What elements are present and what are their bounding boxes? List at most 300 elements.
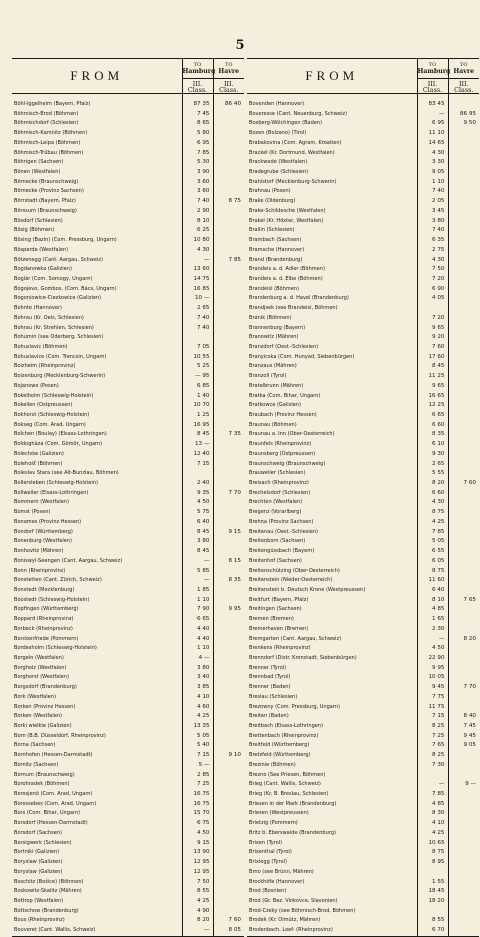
station-name: Bohrau (Kr. Oels, Schlesien) [14, 314, 84, 321]
table-row [12, 285, 244, 295]
station-name: Brauweiler (Schlesien) [249, 470, 306, 477]
station-name: Bohumin (see Oderberg, Schlesien) [14, 334, 104, 341]
station-name: Brake (Oldenburg) [249, 198, 296, 205]
havre-fare [448, 178, 479, 188]
station-name: Bollweiler (Elsass-Lothringen) [14, 489, 89, 496]
havre-fare: 8 05 [213, 926, 244, 936]
havre-fare [213, 304, 244, 314]
havre-fare [448, 615, 479, 625]
station-name: Breitenstein (Nieder-Oesterreich) [249, 577, 333, 584]
table-row [12, 586, 244, 596]
havre-fare [213, 537, 244, 547]
havre-fare [448, 868, 479, 878]
havre-fare [213, 771, 244, 781]
table-row [247, 761, 479, 771]
table-row [247, 664, 479, 674]
table-row [12, 722, 244, 732]
hamburg-fare: — [417, 110, 448, 120]
station-name: Börnecke (Braunschweig) [14, 178, 79, 185]
havre-fare: 7 45 [448, 722, 479, 732]
hamburg-fare: 4 85 [417, 605, 448, 615]
hamburg-fare: 15 70 [182, 809, 213, 819]
havre-fare [213, 110, 244, 120]
hamburg-fare: 5 30 [182, 158, 213, 168]
station-name: Bremgarten (Cant. Aargau, Schweiz) [249, 635, 342, 642]
hamburg-fare: 11 75 [417, 703, 448, 713]
station-name: Bortniki (Galizien) [14, 849, 60, 856]
station-name: Breisach (Rheinprovinz) [249, 480, 309, 487]
havre-fare [213, 168, 244, 178]
table-row [12, 343, 244, 353]
hamburg-fare: 4 60 [182, 703, 213, 713]
havre-fare [448, 265, 479, 275]
table-row [247, 557, 479, 567]
havre-fare [448, 498, 479, 508]
havre-fare [448, 916, 479, 926]
table-row [247, 440, 479, 450]
havre-header [448, 59, 479, 94]
station-name: Branzaus (Mähren) [249, 363, 297, 370]
hamburg-fare [417, 771, 448, 781]
table-row [12, 528, 244, 538]
hamburg-fare [417, 868, 448, 878]
table-row [247, 382, 479, 392]
havre-fare [213, 780, 244, 790]
hamburg-fare: 4 40 [182, 625, 213, 635]
station-name: Bogdanowka (Galizien) [14, 266, 72, 273]
havre-fare [448, 158, 479, 168]
havre-fare [213, 586, 244, 596]
table-row [12, 265, 244, 275]
havre-fare [213, 790, 244, 800]
table-row [247, 547, 479, 557]
havre-fare [213, 809, 244, 819]
hamburg-fare [417, 304, 448, 314]
station-name: Bokhorst (Schleswig-Holstein) [14, 412, 90, 418]
table-row [247, 197, 479, 207]
table-row [247, 528, 479, 538]
hamburg-fare: 16 95 [182, 421, 213, 431]
havre-fare: 8 40 [448, 712, 479, 722]
havre-fare: 7 60 [448, 479, 479, 489]
station-name: Boskowitz-Skalitz (Mähren) [14, 888, 82, 895]
table-row [12, 829, 244, 839]
table-row [12, 907, 244, 917]
havre-fare: 7 65 [448, 596, 479, 606]
station-name: Branowitz (Mähren) [249, 334, 299, 341]
station-name: Borki wielkie (Galizien) [14, 723, 72, 729]
fare-table-right [247, 58, 479, 937]
table-row [12, 362, 244, 372]
hamburg-fare: 9 30 [417, 450, 448, 460]
hamburg-fare: 83 45 [417, 100, 448, 110]
table-row [12, 761, 244, 771]
havre-fare [448, 440, 479, 450]
table-row [12, 450, 244, 460]
table-row [12, 158, 244, 168]
table-row [247, 168, 479, 178]
table-row [12, 732, 244, 742]
table-row [247, 771, 479, 781]
station-name: Borsdorf (Hessen-Darmstadt) [14, 820, 88, 827]
station-name: Bötzenegg (Cant. Aargau, Schweiz) [14, 256, 103, 263]
table-row [12, 168, 244, 178]
station-name: Borbeck (Rheinprovinz) [14, 625, 73, 632]
hamburg-fare: 1 65 [417, 615, 448, 625]
station-name: Börssum (Braunschweig) [14, 207, 77, 214]
table-row [12, 897, 244, 907]
havre-fare [213, 741, 244, 751]
havre-fare [213, 664, 244, 674]
hamburg-fare: 9 20 [417, 333, 448, 343]
havre-fare [213, 207, 244, 217]
hamburg-fare: 4 — [182, 654, 213, 664]
hamburg-fare: 8 45 [182, 547, 213, 557]
station-name: Boldoghàza (Com. Gömör, Ungarn) [14, 441, 103, 448]
station-name: Böhmisch-Trübau (Böhmen) [14, 149, 84, 156]
table-row [247, 751, 479, 761]
station-name: Bohuslavice (Com. Trencsin, Ungarn) [14, 353, 107, 360]
havre-fare [448, 401, 479, 411]
hamburg-fare: 16 65 [417, 392, 448, 402]
table-row [12, 246, 244, 256]
station-name: Borsigwerk (Schlesien) [14, 839, 72, 846]
table-row [247, 469, 479, 479]
hamburg-fare: 10 55 [182, 353, 213, 363]
hamburg-fare: 3 80 [182, 664, 213, 674]
havre-fare [448, 664, 479, 674]
station-name: Breitenau (Oest.-Schlesien) [249, 528, 318, 535]
station-name: Borsdorf (Sachsen) [14, 829, 63, 836]
table-row [247, 848, 479, 858]
hamburg-fare: 8 45 [182, 528, 213, 538]
hamburg-fare: 7 15 [417, 712, 448, 722]
hamburg-fare: 6 40 [417, 586, 448, 596]
station-name: Brandeis a. d. Adler (Böhmen) [249, 266, 325, 273]
table-row [12, 848, 244, 858]
havre-fare [448, 275, 479, 285]
havre-fare [213, 644, 244, 654]
hamburg-fare: — [182, 256, 213, 266]
station-name: Bösing (Bazin) (Com. Pressburg, Ungarn) [14, 237, 117, 244]
table-row [12, 178, 244, 188]
havre-fare [213, 673, 244, 683]
table-row [12, 392, 244, 402]
havre-fare [448, 411, 479, 421]
havre-fare [448, 567, 479, 577]
table-row [12, 703, 244, 713]
station-name: Boizenburg (Mecklenburg-Schwerin) [14, 373, 106, 380]
hamburg-fare: 6 25 [182, 226, 213, 236]
havre-fare [213, 421, 244, 431]
station-name: Breitenstein b. Deutsch Krone (Westpreussen) [249, 586, 366, 593]
station-name: Bolehošť (Böhmen) [14, 460, 63, 467]
table-row [12, 129, 244, 139]
station-name: Brechten (Westfalen) [249, 499, 303, 506]
hamburg-fare: 7 75 [417, 693, 448, 703]
table-row [247, 119, 479, 129]
table-row [247, 100, 479, 110]
havre-fare [448, 537, 479, 547]
to-label: TO [460, 62, 468, 68]
havre-fare [213, 518, 244, 528]
station-name: Borossebes (Com. Arad, Ungarn) [14, 800, 97, 807]
table-row [12, 878, 244, 888]
hamburg-fare: 4 30 [417, 256, 448, 266]
havre-fare [448, 246, 479, 256]
table-row [247, 411, 479, 421]
havre-fare [213, 897, 244, 907]
table-row [247, 129, 479, 139]
hamburg-fare: 8 55 [182, 887, 213, 897]
station-name: Borgsdorf (Brandenburg) [14, 684, 77, 691]
station-name: Bratka (Com. Bihar, Ungarn) [249, 392, 321, 399]
table-row [247, 246, 479, 256]
havre-fare: 9 05 [448, 741, 479, 751]
hamburg-fare: 17 60 [417, 353, 448, 363]
havre-fare [448, 460, 479, 470]
station-name: Brettenbach (Rheinprovinz) [249, 732, 319, 739]
table-row [247, 537, 479, 547]
hamburg-fare: 10 65 [417, 839, 448, 849]
station-name: Brackwede (Westfalen) [249, 159, 308, 166]
havre-fare [448, 644, 479, 654]
station-name: Brahnau (Posen) [249, 188, 291, 195]
hamburg-fare: 7 05 [182, 343, 213, 353]
hamburg-fare: 5 75 [182, 508, 213, 518]
hamburg-fare: 3 80 [182, 537, 213, 547]
havre-fare [448, 324, 479, 334]
station-name: Bous (Rheinprovinz) [14, 917, 65, 924]
hamburg-fare: 3 60 [182, 187, 213, 197]
havre-fare [213, 217, 244, 227]
table-row [247, 596, 479, 606]
table-row [12, 800, 244, 810]
station-name: Brackel (Kr. Dortmund, Westfalen) [249, 149, 335, 156]
table-row [12, 411, 244, 421]
station-name: Briesen (Westpreussen) [249, 810, 309, 817]
station-name: Bors (Com. Bihar, Ungarn) [14, 810, 81, 817]
hamburg-fare: 5 — [182, 761, 213, 771]
station-name: Börnecke (Provinz Sachsen) [14, 188, 84, 195]
station-name: Bohuslavic (Böhmen) [14, 343, 68, 350]
table-row [247, 489, 479, 499]
station-name: Boizheim (Rheinprovinz) [14, 363, 76, 370]
havre-fare [448, 392, 479, 402]
hamburg-fare: 7 90 [182, 605, 213, 615]
hamburg-fare: 5 05 [417, 537, 448, 547]
station-name: Braunau a. Inn (Ober-Oesterreich) [249, 431, 335, 438]
hamburg-fare: 8 25 [417, 722, 448, 732]
hamburg-fare: 2 40 [182, 479, 213, 489]
station-name: Börrstadt (Bayern, Pfalz) [14, 198, 76, 205]
table-row [247, 421, 479, 431]
havre-fare [213, 567, 244, 577]
station-name: Branzdorf (Oest.-Schlesien) [249, 343, 319, 350]
hamburg-fare: 7 40 [182, 197, 213, 207]
havre-fare [448, 586, 479, 596]
hamburg-fare: 4 40 [182, 635, 213, 645]
hamburg-fare: 3 30 [417, 158, 448, 168]
station-name: Borohradek (Böhmen) [14, 781, 70, 788]
station-name: Bottrop (Westfalen) [14, 897, 64, 904]
station-name: Borghorst (Westfalen) [14, 674, 70, 681]
hamburg-fare: 3 80 [417, 217, 448, 227]
havre-fare [448, 508, 479, 518]
station-name: Bramsche (Hannover) [249, 246, 305, 253]
table-row [247, 712, 479, 722]
station-name: Boostedt (Schleswig-Holstein) [14, 596, 90, 603]
havre-fare [448, 236, 479, 246]
station-name: Borosjenö (Com. Arad, Ungarn) [14, 791, 93, 798]
table-row [247, 207, 479, 217]
hamburg-fare: 10 80 [182, 236, 213, 246]
table-row [12, 469, 244, 479]
table-row [247, 333, 479, 343]
table-row [247, 741, 479, 751]
station-name: Brezowny (Com. Pressburg, Ungarn) [249, 703, 340, 710]
hamburg-fare: 7 30 [417, 761, 448, 771]
havre-fare: 8 15 [213, 557, 244, 567]
hamburg-fare: 5 40 [182, 741, 213, 751]
hamburg-fare: 4 30 [417, 498, 448, 508]
havre-fare [213, 654, 244, 664]
havre-fare [448, 858, 479, 868]
station-name: Braunfels (Rheinprovinz) [249, 441, 312, 448]
havre-fare [213, 683, 244, 693]
hamburg-fare: 4 30 [417, 149, 448, 159]
havre-fare [213, 635, 244, 645]
table-row [247, 353, 479, 363]
table-row [12, 236, 244, 246]
havre-fare: 7 35 [213, 430, 244, 440]
havre-fare [448, 576, 479, 586]
right-column [247, 58, 479, 937]
station-name: Bonenburg (Westfalen) [14, 538, 72, 545]
havre-fare [213, 362, 244, 372]
hamburg-fare: 7 40 [417, 187, 448, 197]
table-row [247, 217, 479, 227]
havre-fare [213, 732, 244, 742]
havre-fare [448, 800, 479, 810]
hamburg-fare: 8 35 [417, 430, 448, 440]
hamburg-fare: 5 55 [417, 469, 448, 479]
table-row [12, 887, 244, 897]
havre-fare: 7 70 [213, 489, 244, 499]
hamburg-fare: 7 40 [417, 226, 448, 236]
station-name: Bojanowo (Posen) [14, 382, 59, 389]
table-row [12, 324, 244, 334]
hamburg-header [417, 59, 451, 94]
table-row [12, 673, 244, 683]
table-row [12, 508, 244, 518]
table-row [12, 809, 244, 819]
fare-rows-right [247, 94, 479, 937]
station-name: Bolechów (Galizien) [14, 450, 64, 457]
hamburg-fare: 4 50 [182, 829, 213, 839]
hamburg-fare: 8 30 [417, 809, 448, 819]
table-row [12, 926, 244, 936]
havre-fare [213, 392, 244, 402]
station-name: Brandeisl (Böhmen) [249, 285, 299, 292]
table-row [12, 479, 244, 489]
havre-fare: 9 10 [213, 751, 244, 761]
hamburg-fare: 4 30 [182, 246, 213, 256]
table-row [12, 605, 244, 615]
station-name: Böhmisch-Kamnitz (Böhmen) [14, 130, 88, 137]
table-row [12, 780, 244, 790]
hamburg-fare: — 95 [182, 372, 213, 382]
table-row [247, 819, 479, 829]
table-row [12, 916, 244, 926]
table-row [12, 596, 244, 606]
hamburg-fare: 6 65 [417, 411, 448, 421]
station-name: Brambach (Sachsen) [249, 237, 302, 244]
to-label: TO [225, 62, 233, 68]
hamburg-fare: 5 05 [182, 732, 213, 742]
table-row [12, 537, 244, 547]
table-row [12, 187, 244, 197]
station-name: Bornhofen (Hessen-Darmstadt) [14, 752, 93, 759]
hamburg-fare: 3 45 [417, 207, 448, 217]
station-name: Brennbad (Tyrol) [249, 674, 291, 681]
station-name: Bokelholm (Schleswig-Holstein) [14, 392, 94, 399]
station-name: Bork (Westfalen) [14, 693, 56, 700]
station-name: Brake-Schildesche (Westfalen) [249, 207, 326, 214]
table-row [247, 615, 479, 625]
hamburg-fare: 9 65 [417, 382, 448, 392]
table-row [247, 460, 479, 470]
table-row [12, 294, 244, 304]
hamburg-fare: 6 60 [417, 421, 448, 431]
hamburg-fare: 8 10 [182, 217, 213, 227]
table-row [12, 518, 244, 528]
station-name: Breitingen (Sachsen) [249, 606, 302, 613]
havre-fare [213, 187, 244, 197]
table-row [12, 217, 244, 227]
havre-fare [448, 226, 479, 236]
station-name: Böhrigen (Sachsen) [14, 159, 64, 166]
hamburg-fare: 2 65 [182, 304, 213, 314]
hamburg-fare: 7 85 [417, 528, 448, 538]
table-row [12, 498, 244, 508]
table-row [12, 440, 244, 450]
hamburg-fare: 16 75 [182, 790, 213, 800]
havre-fare: 9 50 [448, 119, 479, 129]
hamburg-fare: 1 10 [417, 178, 448, 188]
hamburg-fare: 6 75 [182, 819, 213, 829]
hamburg-fare: 3 85 [182, 683, 213, 693]
table-row [12, 100, 244, 110]
table-row [247, 275, 479, 285]
station-name: Bollersleben (Schleswig-Holstein) [14, 480, 98, 487]
havre-fare [448, 372, 479, 382]
station-name: Brod-Czeky (see Böhmisch-Brod, Böhmen) [249, 907, 356, 914]
station-name: Breitenhof (Sachsen) [249, 557, 302, 564]
hamburg-fare: 10 05 [417, 673, 448, 683]
station-name: Brezno (See Priesen, Böhmen) [249, 771, 326, 778]
table-row [12, 372, 244, 382]
station-name: Bogojevo, Gombos, (Com. Bács, Ungarn) [14, 285, 117, 292]
station-name: Braunsberg (Ostpreussen) [249, 450, 316, 457]
table-row [12, 489, 244, 499]
destination-havre: Havre [218, 67, 240, 75]
table-row [12, 644, 244, 654]
hamburg-fare: 16 75 [182, 800, 213, 810]
havre-fare [213, 693, 244, 703]
havre-fare [448, 605, 479, 615]
hamburg-fare: 5 80 [182, 129, 213, 139]
